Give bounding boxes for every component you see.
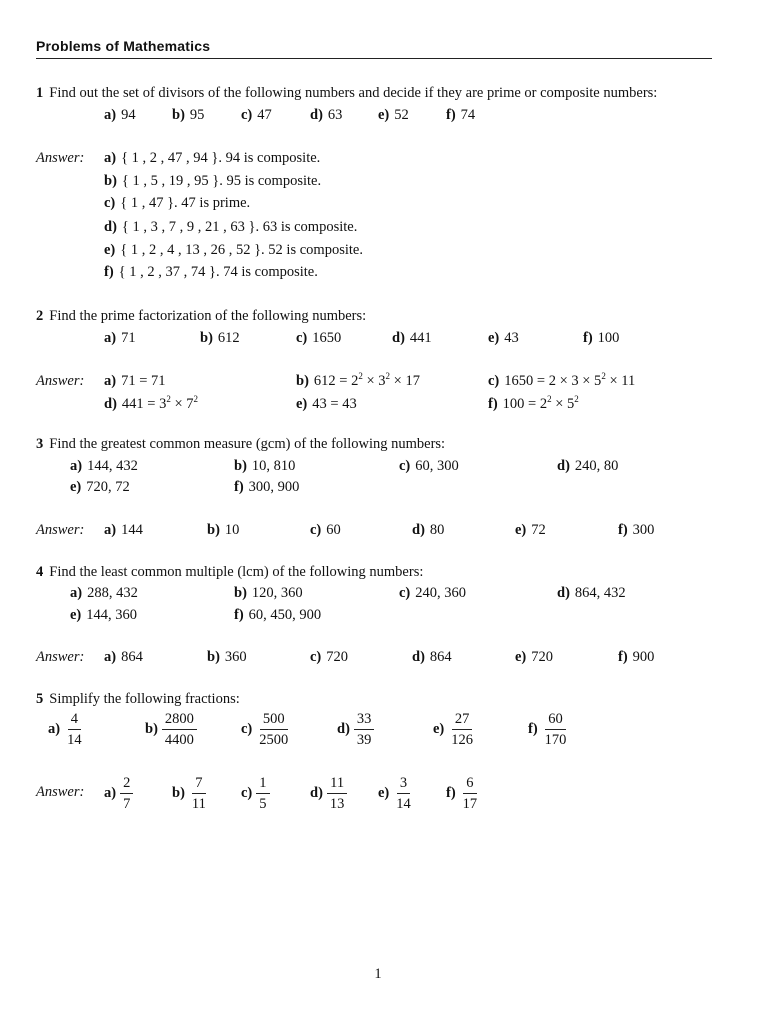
answer-label: Answer: [36, 522, 85, 538]
q1-item-f: f) 74 [446, 107, 476, 123]
q2-item-a: a) 71 [104, 330, 136, 346]
q1-item-c: c) 47 [241, 107, 272, 123]
question-1 [36, 84, 657, 102]
q2-answer-c: c) $1650 = 2 \times 3 \times 5^2 \times 11$ [488, 371, 636, 389]
question-text: Find the least common multiple (lcm) of the following numbers: [49, 564, 424, 580]
answer-label: Answer: [36, 649, 85, 665]
q4-answer-f: f) 900 [618, 649, 655, 665]
fraction: $\frac{1}{5}$ [256, 774, 269, 813]
q3-item-e: e) 720, 72 [70, 479, 130, 495]
q2-item-b: b) 612 [200, 330, 240, 346]
question-text: Find the prime factorization of the following numbers: [49, 308, 367, 324]
question-5 [36, 690, 240, 708]
q5-item-b: b) $\frac{2800}{4400}$ [145, 710, 197, 749]
fraction: $\frac{2800}{4400}$ [162, 710, 197, 749]
q5-answer-a: a) $\frac{2}{7}$ [104, 774, 133, 813]
q1-item-b: b) 95 [172, 107, 205, 123]
question-number: 3 [36, 436, 44, 452]
q2-answer-f: f) $100 = 2^2 \times 5^2$ [488, 394, 579, 412]
fraction: $\frac{7}{11}$ [191, 775, 206, 812]
fraction: $\frac{11}{13}$ [327, 774, 348, 813]
fraction: $\frac{33}{39}$ [354, 710, 375, 749]
q5-answer-f: f) $\frac{6}{17}$ [446, 774, 480, 813]
q5-answer-e: e) $\frac{3}{14}$ [378, 774, 414, 813]
fraction: $\frac{2}{7}$ [120, 774, 133, 813]
q5-item-a: a) $\frac{4}{14}$ [48, 710, 85, 749]
q3-item-c: c) 60, 300 [399, 458, 459, 474]
q2-item-c: c) 1650 [296, 330, 342, 346]
answer-label: Answer: [36, 784, 85, 800]
q2-item-e: e) 43 [488, 330, 519, 346]
question-3 [36, 435, 445, 453]
q3-item-f: f) 300, 900 [234, 479, 300, 495]
q3-answer-e: e) 72 [515, 522, 546, 538]
q5-item-c: c) $\frac{500}{2500}$ [241, 710, 291, 749]
page-number: 1 [374, 966, 382, 982]
fraction: $\frac{4}{14}$ [67, 711, 82, 748]
q4-answer-e: e) 720 [515, 649, 554, 665]
question-text: Simplify the following fractions: [49, 691, 240, 707]
title-divider [36, 58, 712, 59]
q5-answer-c: c) $\frac{1}{5}$ [241, 774, 270, 813]
q4-item-f: f) 60, 450, 900 [234, 607, 322, 623]
q1-item-d: d) 63 [310, 107, 343, 123]
q2-item-d: d) 441 [392, 330, 432, 346]
q4-item-a: a) 288, 432 [70, 585, 138, 601]
answer-label: Answer: [36, 150, 85, 166]
q4-answer-a: a) 864 [104, 649, 143, 665]
q1-answer-d: d) { 1 , 3 , 7 , 9 , 21 , 63 }. 63 is composite. [104, 219, 358, 235]
q3-answer-b: b) 10 [207, 522, 240, 538]
q4-item-b: b) 120, 360 [234, 585, 303, 601]
q4-item-c: c) 240, 360 [399, 585, 467, 601]
fraction: $\frac{3}{14}$ [396, 775, 411, 812]
question-4 [36, 563, 423, 581]
q2-answer-b: b) $612 = 2^2 \times 3^2 \times 17$ [296, 371, 420, 389]
q1-item-a: a) 94 [104, 107, 136, 123]
q1-item-e: e) 52 [378, 107, 409, 123]
q2-item-f: f) 100 [583, 330, 620, 346]
q1-answer-f: f) { 1 , 2 , 37 , 74 }. 74 is composite. [104, 264, 318, 280]
q4-item-d: d) 864, 432 [557, 585, 626, 601]
q5-answer-b: b) $\frac{7}{11}$ [172, 774, 209, 813]
q1-answer-c: c) { 1 , 47 }. 47 is prime. [104, 195, 251, 211]
q1-answer-e: e) { 1 , 2 , 4 , 13 , 26 , 52 }. 52 is composite. [104, 242, 363, 258]
question-number: 5 [36, 691, 44, 707]
fraction: $\frac{27}{126}$ [451, 711, 474, 748]
q3-item-a: a) 144, 432 [70, 458, 138, 474]
question-number: 2 [36, 308, 44, 324]
fraction: $\frac{60}{170}$ [544, 711, 567, 748]
fraction: $\frac{500}{2500}$ [259, 711, 289, 748]
q4-answer-c: c) 720 [310, 649, 349, 665]
q3-answer-d: d) 80 [412, 522, 445, 538]
q1-answer-b: b) { 1 , 5 , 19 , 95 }. 95 is composite. [104, 173, 322, 189]
q2-answer-e: e) 43 = 43 [296, 396, 357, 412]
question-number: 4 [36, 564, 44, 580]
fraction: $\frac{6}{17}$ [462, 775, 478, 812]
q2-answer-d: d) $441 = 3^2 \times 7^2$ [104, 394, 199, 412]
page-title: Problems of Mathematics [36, 38, 211, 54]
question-text: Find out the set of divisors of the following numbers and decide if they are prime or composite numbers: [49, 85, 658, 101]
q3-answer-a: a) 144 [104, 522, 143, 538]
question-2 [36, 307, 366, 325]
q4-answer-b: b) 360 [207, 649, 247, 665]
q5-item-e: e) $\frac{27}{126}$ [433, 710, 476, 749]
q4-answer-d: d) 864 [412, 649, 452, 665]
question-text: Find the greatest common measure (gcm) of the following numbers: [49, 436, 446, 452]
q5-answer-d: d) $\frac{11}{13}$ [310, 774, 347, 813]
answer-label: Answer: [36, 373, 85, 389]
q3-answer-f: f) 300 [618, 522, 655, 538]
q2-answer-a: a) 71 = 71 [104, 373, 166, 389]
question-number: 1 [36, 85, 44, 101]
q5-item-d: d) $\frac{33}{39}$ [337, 710, 374, 749]
q3-item-d: d) 240, 80 [557, 458, 619, 474]
q3-item-b: b) 10, 810 [234, 458, 296, 474]
q4-item-e: e) 144, 360 [70, 607, 138, 623]
q3-answer-c: c) 60 [310, 522, 341, 538]
q1-answer-a: a) { 1 , 2 , 47 , 94 }. 94 is composite. [104, 150, 321, 166]
q5-item-f: f) $\frac{60}{170}$ [528, 710, 569, 749]
